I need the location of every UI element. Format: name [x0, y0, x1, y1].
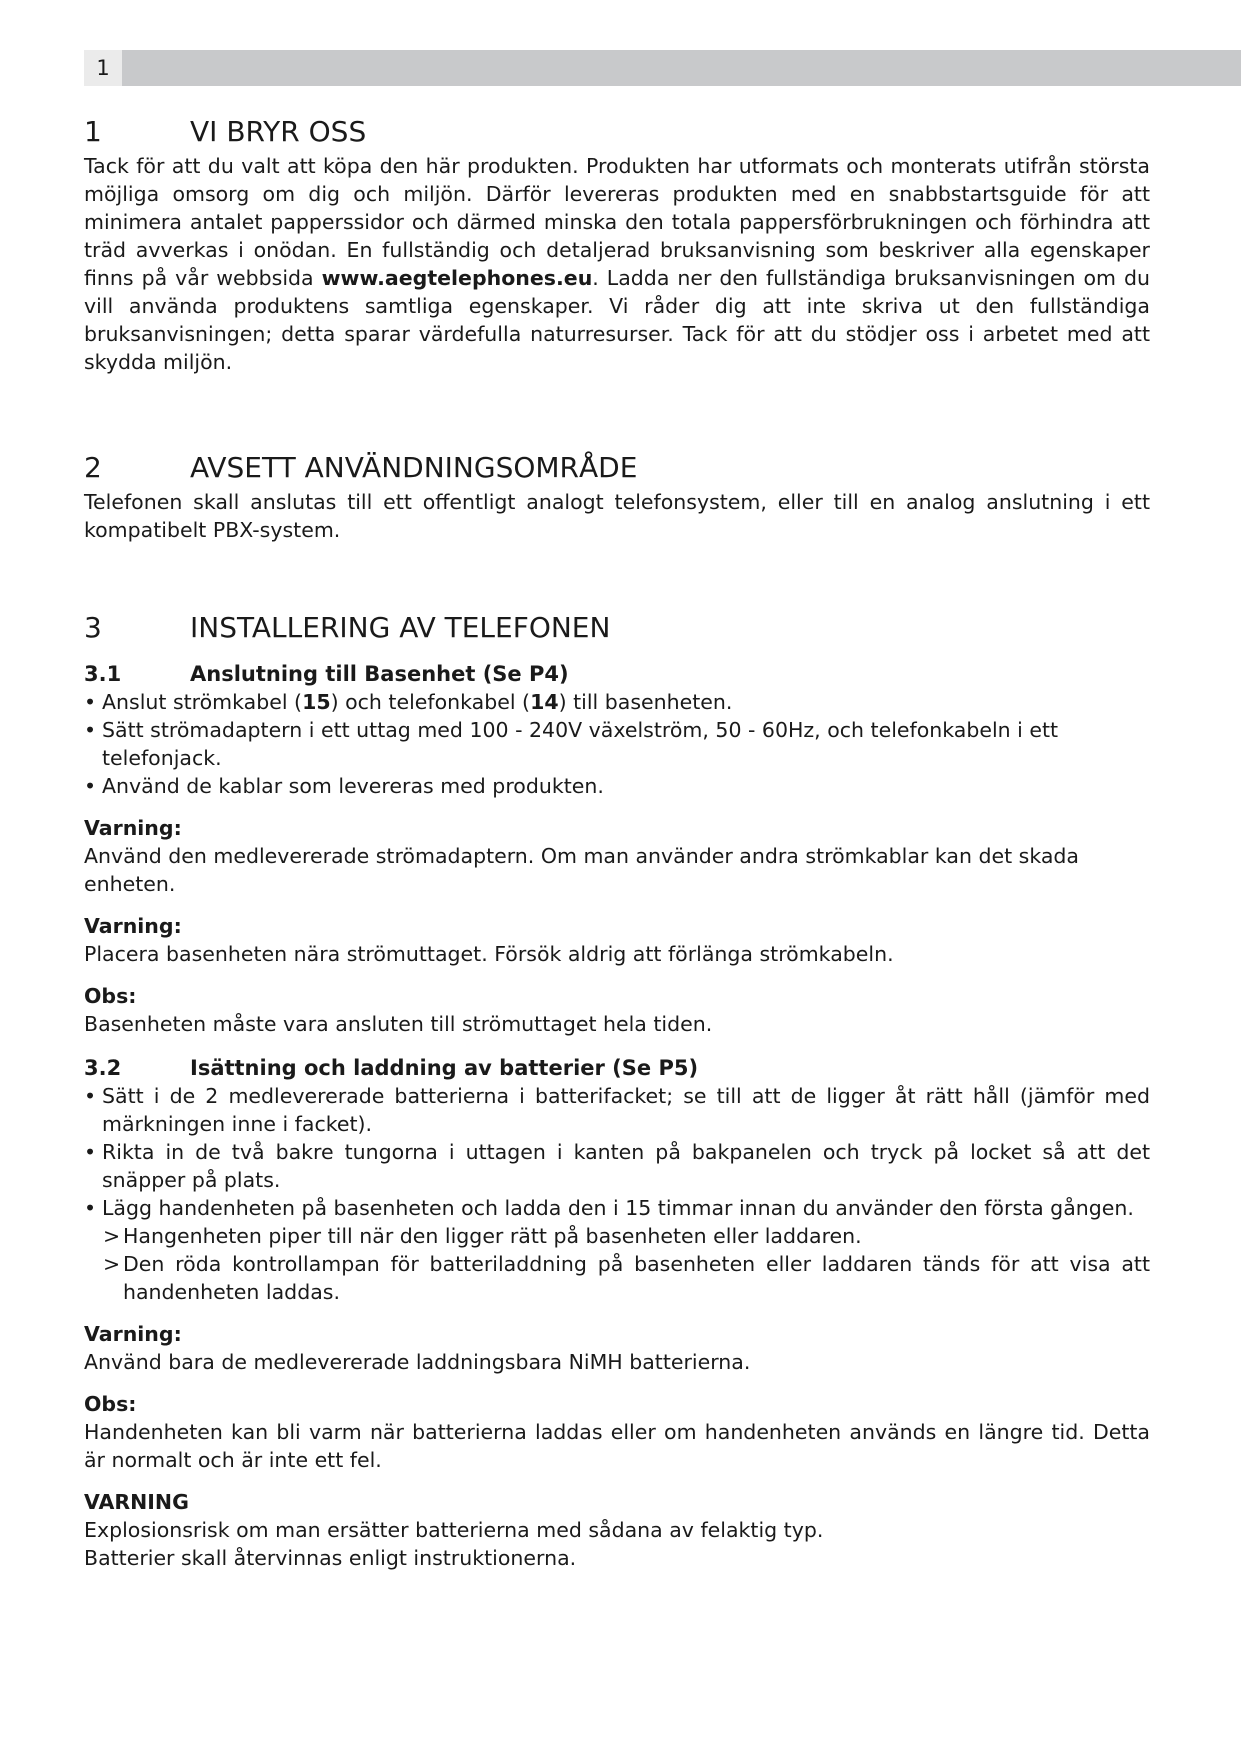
section-number: 3: [84, 611, 102, 644]
warning-text: Använd den medlevererade strömadaptern. Om man använder andra strömkablar kan det skada enheten.: [84, 844, 1079, 896]
note-label: Obs:: [84, 1392, 137, 1416]
caution-text: Batterier skall återvinnas enligt instruktionerna.: [84, 1546, 577, 1570]
section-1-heading: [84, 112, 1150, 152]
list-item: • Lägg handenheten på basenheten och ladda den i 15 timmar innan du använder den första gången.: [84, 1196, 1134, 1220]
sub-list-item: > Hangenheten piper till när den ligger rätt på basenheten eller laddaren.: [103, 1224, 862, 1248]
section-2-paragraph: Telefonen skall anslutas till ett offentligt analogt telefonsystem, eller till en analog anslutning i ett kompatibelt PBX-system.: [84, 490, 1150, 542]
document-body: [84, 112, 1150, 1572]
section-title: INSTALLERING AV TELEFONEN: [190, 611, 611, 644]
paragraph-text: Tack för att du valt att köpa den här produkten. Produkten har utformats och monterats utifrån största möjliga omsorg om dig och miljön. Därför levereras produkten med en snabbstartsguide för att minimera antalet papperssidor och därmed minska den totala pappersförbrukningen och förhindra att träd avverkas i onödan. En fullständig och detaljerad bruksanvisning som beskriver alla egenskaper finns på vår webbsida: [84, 154, 1150, 290]
subsection-number: 3.2: [84, 1056, 122, 1080]
section-number: 2: [84, 451, 102, 484]
section-3-heading: [84, 608, 1150, 648]
section-number: 1: [84, 115, 102, 148]
section-title: VI BRYR OSS: [190, 115, 367, 148]
note-text: Basenheten måste vara ansluten till strömuttaget hela tiden.: [84, 1012, 713, 1036]
caution-label: VARNING: [84, 1490, 189, 1514]
sub-list-item: > Den röda kontrollampan för batteriladdning på basenheten eller laddaren tänds för att visa att handenheten laddas.: [103, 1252, 1150, 1304]
list-item: • Sätt strömadaptern i ett uttag med 100 - 240V växelström, 50 - 60Hz, och telefonkabeln i ett telefonjack.: [84, 718, 1059, 770]
list-item: • Anslut strömkabel (15) och telefonkabel (14) till basenheten.: [84, 690, 733, 714]
sub-list: [84, 1222, 1150, 1306]
section-1-paragraph: [84, 152, 1150, 376]
warning-label: Varning:: [84, 816, 182, 840]
subsection-3-1-heading: [84, 660, 1150, 688]
list-item: • Rikta in de två bakre tungorna i uttagen i kanten på bakpanelen och tryck på locket så att det snäpper på plats.: [84, 1140, 1150, 1192]
warning-label: Varning:: [84, 914, 182, 938]
subsection-3-2-heading: [84, 1054, 1150, 1082]
bullet-list: [84, 688, 1150, 800]
subsection-title: Isättning och laddning av batterier (Se P5): [190, 1056, 699, 1080]
section-title: AVSETT ANVÄNDNINGSOMRÅDE: [190, 451, 638, 484]
note-label: Obs:: [84, 984, 137, 1008]
list-item: • Använd de kablar som levereras med produkten.: [84, 774, 604, 798]
page-number: 1: [84, 50, 122, 86]
list-item: • Sätt i de 2 medlevererade batterierna i batterifacket; se till att de ligger åt rätt håll (jämför med märkningen inne i facket).: [84, 1084, 1150, 1136]
warning-text: Placera basenheten nära strömuttaget. Försök aldrig att förlänga strömkabeln.: [84, 942, 894, 966]
page-header-bar: [84, 50, 1241, 86]
caution-text: Explosionsrisk om man ersätter batterierna med sådana av felaktig typ.: [84, 1518, 824, 1542]
section-2-heading: [84, 448, 1150, 488]
note-text: Handenheten kan bli varm när batterierna laddas eller om handenheten används en längre tid. Detta är normalt och är inte ett fel.: [84, 1420, 1150, 1472]
paragraph-text: . Ladda ner den fullständiga bruksanvisningen om du vill använda produktens samtliga egenskaper. Vi råder dig att inte skriva ut den fullständiga bruksanvisningen; detta sparar värdefulla naturresurser. Tack för att du stödjer oss i arbetet med att skydda miljön.: [84, 266, 1151, 374]
bullet-list: [84, 1082, 1150, 1222]
subsection-number: 3.1: [84, 662, 122, 686]
warning-text: Använd bara de medlevererade laddningsbara NiMH batterierna.: [84, 1350, 751, 1374]
subsection-title: Anslutning till Basenhet (Se P4): [190, 662, 569, 686]
warning-label: Varning:: [84, 1322, 182, 1346]
website-link[interactable]: www.aegtelephones.eu: [321, 266, 593, 290]
